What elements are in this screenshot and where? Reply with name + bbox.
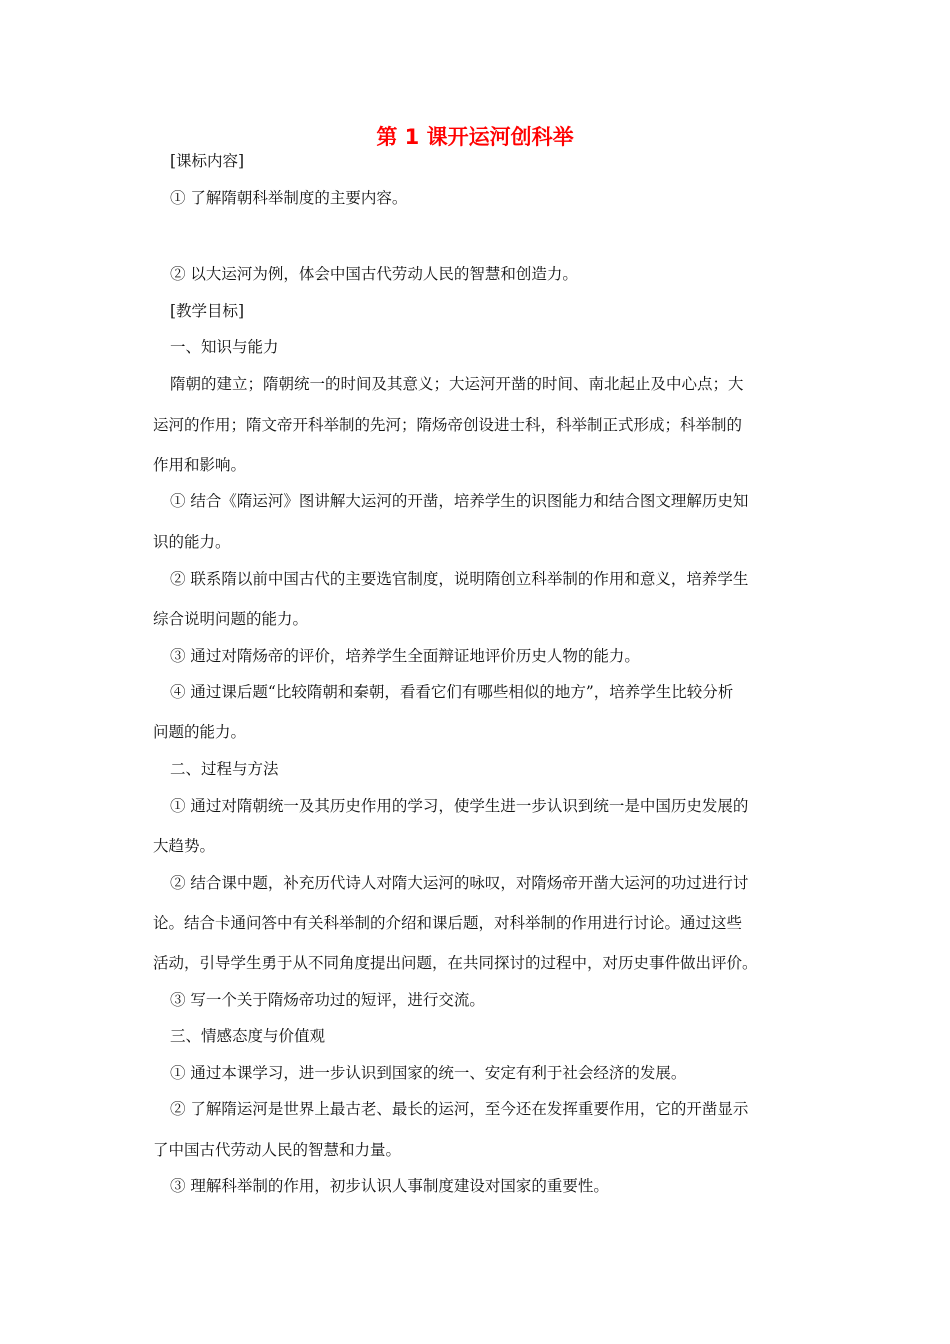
text-line: ① 了解隋朝科举制度的主要内容。 <box>170 189 408 207</box>
text-line: ③ 通过对隋炀帝的评价，培养学生全面辩证地评价历史人物的能力。 <box>170 647 640 665</box>
text-line: ① 通过本课学习，进一步认识到国家的统一、安定有利于社会经济的发展。 <box>170 1064 687 1082</box>
section-heading: 二、过程与方法 <box>170 760 279 778</box>
text-line: [教学目标] <box>170 302 245 320</box>
text-line: 大趋势。 <box>153 837 216 855</box>
text-line: 综合说明问题的能力。 <box>153 610 309 628</box>
text-line: 了中国古代劳动人民的智慧和力量。 <box>153 1141 402 1159</box>
text-line: ② 结合课中题，补充历代诗人对隋大运河的咏叹，对隋炀帝开凿大运河的功过进行讨 <box>170 874 749 892</box>
text-line: ① 通过对隋朝统一及其历史作用的学习，使学生进一步认识到统一是中国历史发展的 <box>170 797 749 815</box>
text-line: ① 结合《隋运河》图讲解大运河的开凿，培养学生的识图能力和结合图文理解历史知 <box>170 492 749 510</box>
text-line: ③ 理解科举制的作用，初步认识人事制度建设对国家的重要性。 <box>170 1177 609 1195</box>
text-line: 隋朝的建立；隋朝统一的时间及其意义；大运河开凿的时间、南北起止及中心点；大 <box>170 375 744 393</box>
section-heading: 一、知识与能力 <box>170 338 279 356</box>
document-title: 第 1 课开运河创科举 <box>376 125 574 149</box>
text-line: ② 联系隋以前中国古代的主要选官制度，说明隋创立科举制的作用和意义，培养学生 <box>170 570 749 588</box>
text-line: 活动，引导学生勇于从不同角度提出问题，在共同探讨的过程中，对历史事件做出评价。 <box>153 954 758 972</box>
text-line: [课标内容] <box>170 152 245 170</box>
text-line: 论。结合卡通问答中有关科举制的介绍和课后题，对科举制的作用进行讨论。通过这些 <box>153 914 743 932</box>
text-line: 运河的作用；隋文帝开科举制的先河；隋炀帝创设进士科，科举制正式形成；科举制的 <box>153 416 743 434</box>
section-heading: 三、情感态度与价值观 <box>170 1027 326 1045</box>
text-line: ③ 写一个关于隋炀帝功过的短评，进行交流。 <box>170 991 485 1009</box>
text-line: 问题的能力。 <box>153 723 247 741</box>
text-line: ② 了解隋运河是世界上最古老、最长的运河，至今还在发挥重要作用，它的开凿显示 <box>170 1100 749 1118</box>
text-line: 作用和影响。 <box>153 456 247 474</box>
text-line: 识的能力。 <box>153 533 231 551</box>
text-line: ② 以大运河为例，体会中国古代劳动人民的智慧和创造力。 <box>170 265 578 283</box>
text-line: ④ 通过课后题“比较隋朝和秦朝，看看它们有哪些相似的地方”，培养学生比较分析 <box>170 683 734 701</box>
